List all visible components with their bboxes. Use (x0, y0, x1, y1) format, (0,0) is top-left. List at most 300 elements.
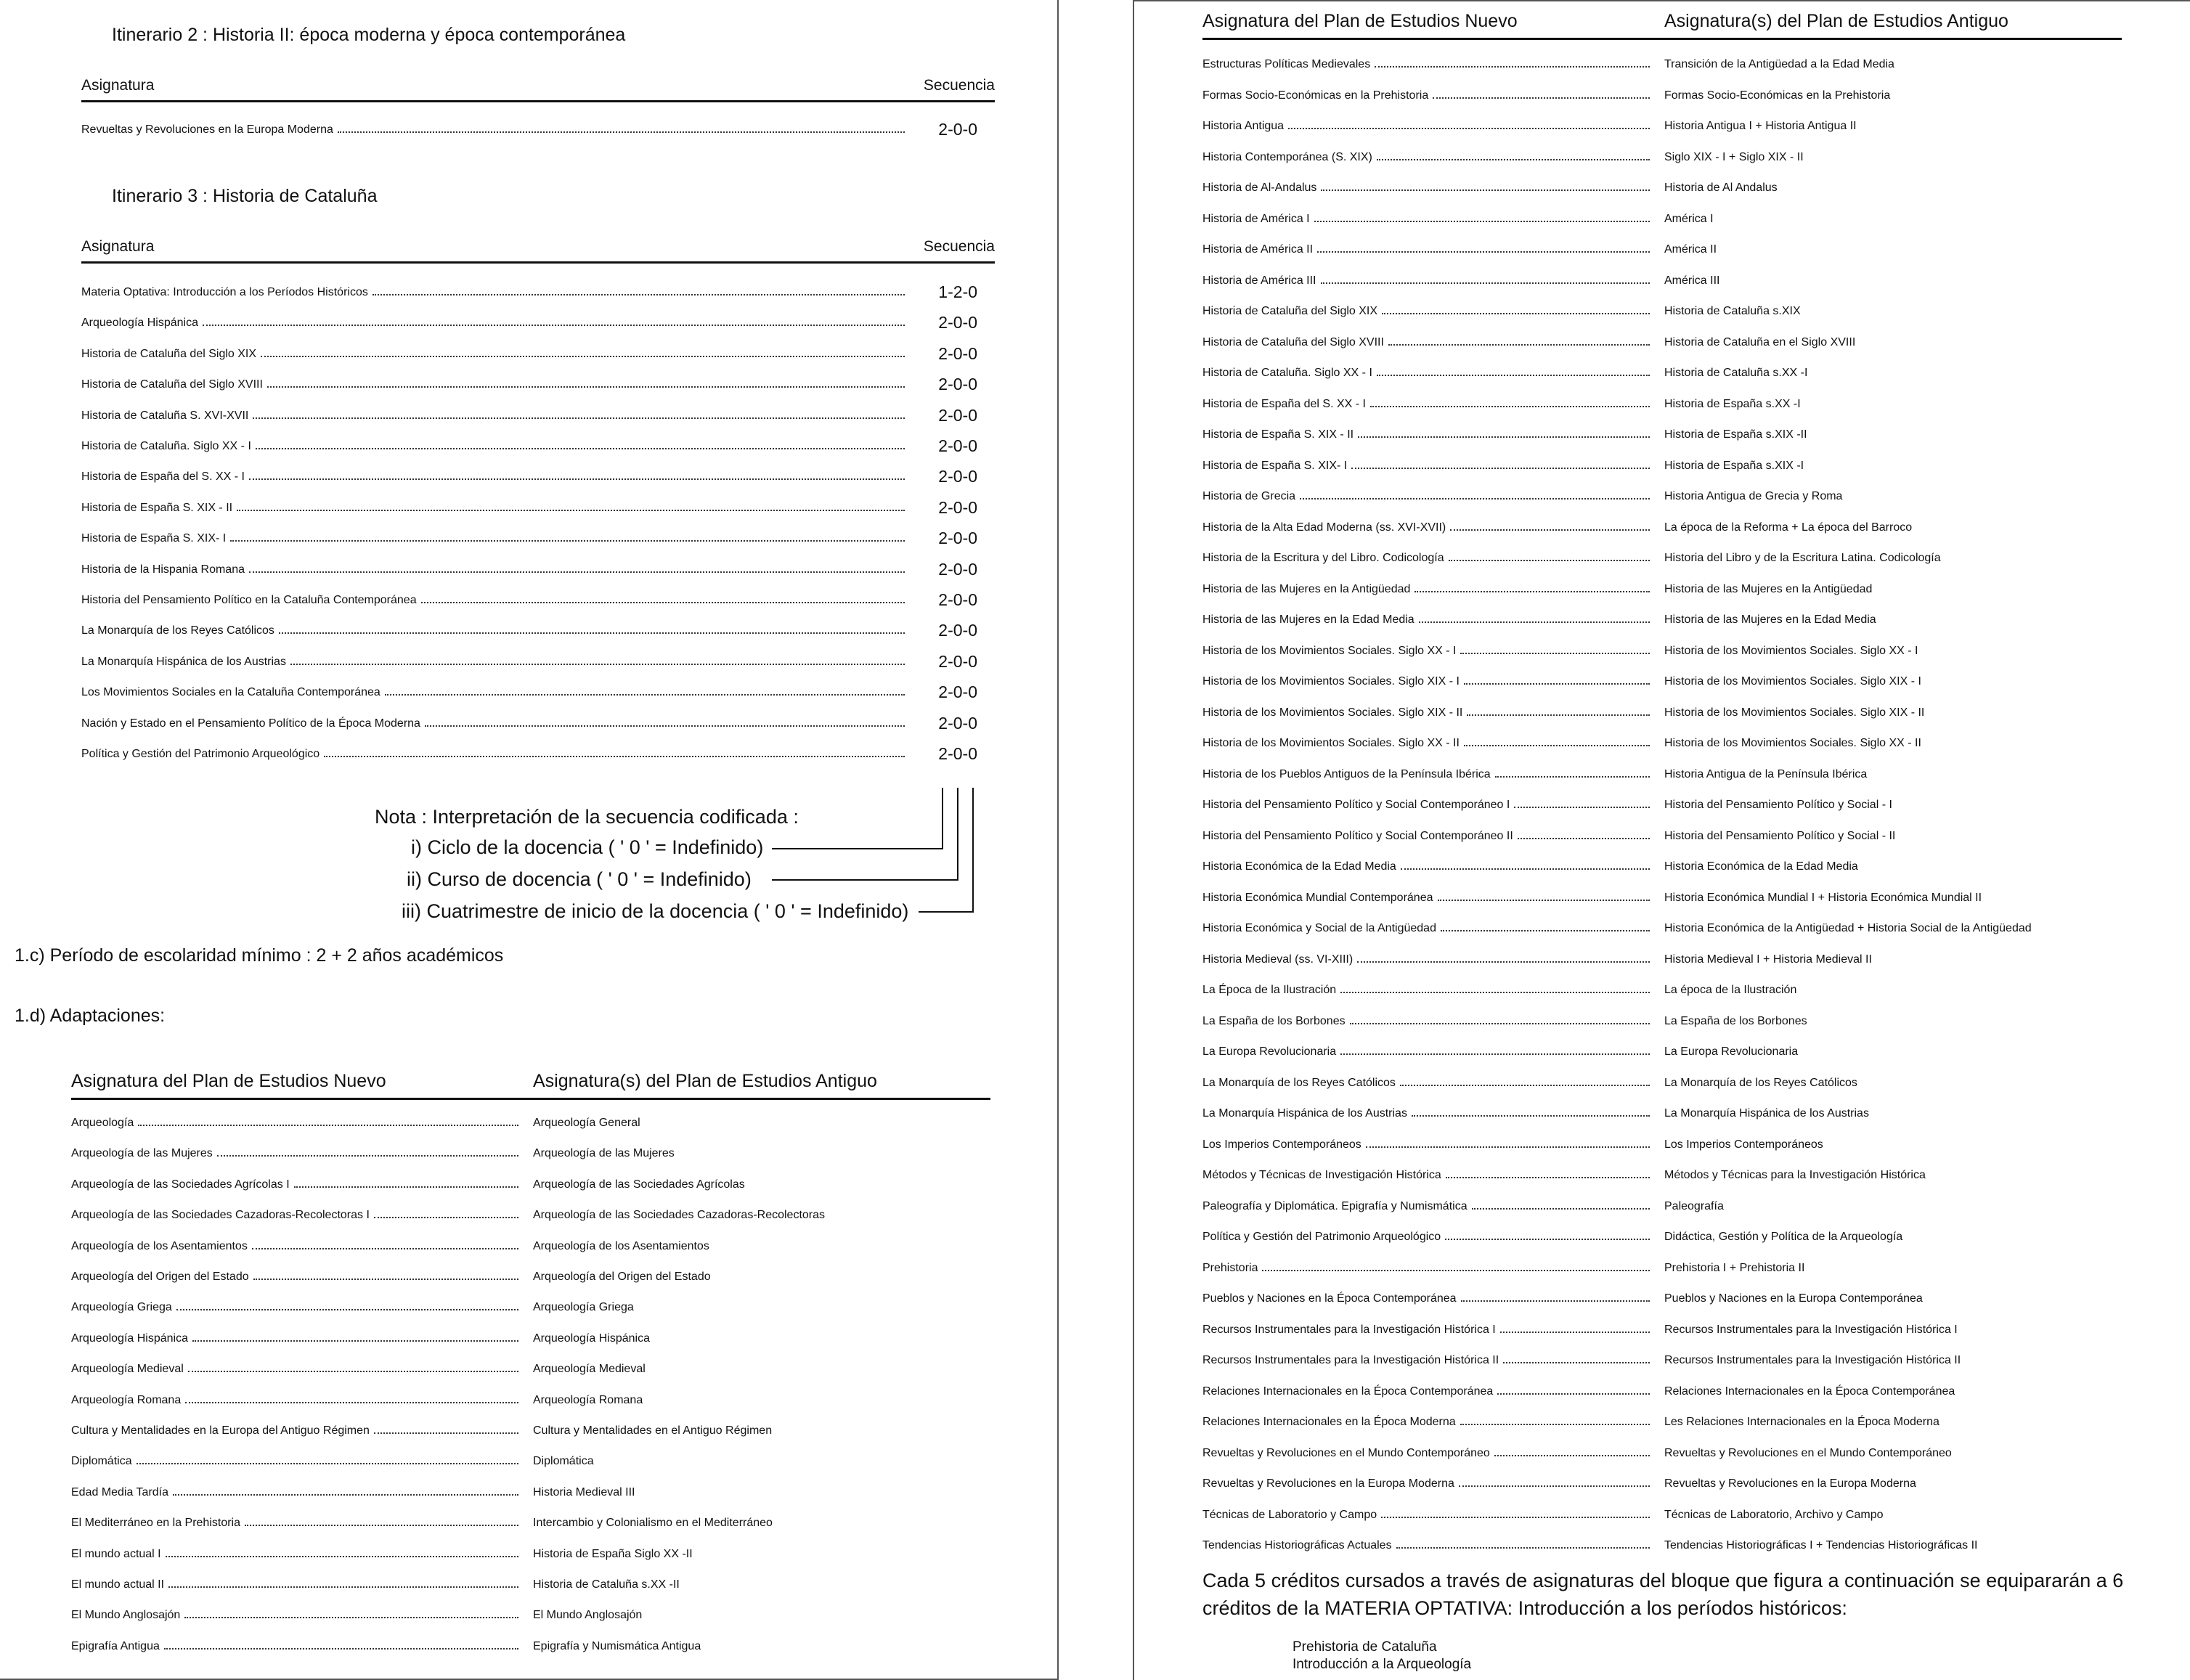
adaptation-row (1202, 1526, 2122, 1557)
sequence-code: 2-0-0 (938, 621, 977, 640)
dot-leader (192, 1340, 518, 1342)
old-course-name: Arqueología Hispánica (533, 1332, 650, 1345)
adaptation-row (1202, 107, 2122, 137)
dot-leader (188, 1371, 518, 1372)
dot-leader (1500, 1332, 1650, 1333)
old-course-name: Arqueología de las Sociedades Agrícolas (533, 1178, 745, 1191)
dot-leader (1514, 807, 1650, 808)
dot-leader (1388, 344, 1650, 346)
new-course-cell (1202, 1292, 1653, 1305)
table-row (81, 519, 995, 550)
dot-leader (252, 1248, 518, 1249)
credits-note-line-2: créditos de la MATERIA OPTATIVA: Introducción a los períodos históricos: (1202, 1597, 1847, 1619)
table-row (81, 735, 995, 765)
old-course-name: Historia Económica de la Edad Media (1664, 860, 1858, 873)
dot-leader (1461, 1300, 1650, 1302)
old-course-name: Historia Económica Mundial I + Historia Económica Mundial II (1664, 891, 1982, 904)
new-course-name: Métodos y Técnicas de Investigación Histórica (1202, 1169, 1441, 1181)
adaptation-row (1202, 1156, 2122, 1186)
dot-leader (1464, 683, 1650, 685)
old-course-name: Historia de España s.XX -I (1664, 397, 1801, 410)
new-course-cell (71, 1578, 521, 1591)
new-course-name: Historia de los Movimientos Sociales. Siglo XX - I (1202, 644, 1457, 657)
page-left (0, 0, 1059, 1680)
new-course-name: Historia Económica de la Edad Media (1202, 860, 1396, 873)
new-course-cell (71, 1301, 521, 1314)
adaptation-row (1202, 446, 2122, 477)
course-name: Historia de Cataluña S. XVI-XVII (81, 409, 249, 422)
dot-leader (425, 725, 905, 727)
dot-leader (1396, 1547, 1650, 1549)
old-course-name: Historia Antigua de Grecia y Roma (1664, 490, 1843, 502)
dot-leader (373, 294, 905, 295)
new-course-cell (1202, 398, 1653, 411)
column-asignatura: Asignatura (81, 238, 155, 255)
old-course-name: Didáctica, Gestión y Política de la Arqueología (1664, 1231, 1903, 1243)
new-course-name: Diplomática (71, 1455, 132, 1468)
dot-leader (1381, 1517, 1650, 1518)
new-course-cell (71, 1332, 521, 1345)
adaptation-row (1202, 508, 2122, 539)
old-course-name: Arqueología Medieval (533, 1363, 646, 1376)
connector-line (772, 879, 958, 881)
new-course-name: Técnicas de Laboratorio y Campo (1202, 1508, 1377, 1521)
dot-leader (385, 694, 905, 696)
dot-leader (1377, 159, 1650, 160)
dot-leader (1377, 375, 1650, 376)
old-course-name: Historia de los Movimientos Sociales. Siglo XIX - I (1664, 675, 1921, 688)
new-course-name: Historia Contemporánea (S. XIX) (1202, 150, 1372, 163)
dot-leader (1414, 591, 1650, 592)
new-course-cell (1202, 799, 1653, 812)
course-name-cell (81, 378, 908, 391)
dot-leader (338, 131, 905, 133)
dot-leader (1321, 189, 1650, 191)
adaptation-row (1202, 261, 2122, 292)
dot-leader (1375, 66, 1650, 68)
new-course-name: La Monarquía Hispánica de los Austrias (1202, 1107, 1407, 1120)
course-name-cell (81, 317, 908, 330)
new-course-name: Los Imperios Contemporáneos (1202, 1138, 1361, 1151)
new-course-name: Historia de los Pueblos Antiguos de la Península Ibérica (1202, 767, 1491, 780)
course-name: La Monarquía Hispánica de los Austrias (81, 655, 286, 668)
new-course-cell (1202, 953, 1653, 966)
adaptation-row (71, 1442, 990, 1472)
new-course-cell (1202, 243, 1653, 256)
new-course-name: Historia de los Movimientos Sociales. Siglo XX - II (1202, 737, 1460, 749)
old-course-name: Formas Socio-Económicas en la Prehistoria (1664, 89, 1891, 102)
dot-leader (184, 1617, 518, 1618)
old-course-name: América II (1664, 243, 1717, 256)
sequence-code: 2-0-0 (938, 651, 977, 671)
course-name: Historia de Cataluña del Siglo XVIII (81, 378, 263, 391)
course-name: Materia Optativa: Introducción a los Períodos Históricos (81, 286, 368, 298)
dot-leader (1314, 221, 1650, 222)
new-course-cell (1202, 151, 1653, 164)
new-course-cell (71, 1486, 521, 1499)
new-course-name: Edad Media Tardía (71, 1485, 169, 1498)
sequence-code: 2-0-0 (938, 713, 977, 733)
dot-leader (294, 1186, 518, 1188)
column-asignatura: Asignatura (81, 77, 155, 94)
new-course-name: Epigrafía Antigua (71, 1639, 160, 1652)
adaptations-header-right (1202, 4, 2122, 40)
new-course-name: Historia de Cataluña del Siglo XVIII (1202, 335, 1384, 348)
table-row (81, 110, 995, 141)
dot-leader (324, 756, 905, 757)
adaptation-row (71, 1134, 990, 1165)
adaptation-row (71, 1288, 990, 1318)
old-course-name: Historia de los Movimientos Sociales. Siglo XX - I (1664, 644, 1918, 657)
new-course-name: Arqueología de las Sociedades Agrícolas I (71, 1178, 290, 1191)
old-course-name: Arqueología de los Asentamientos (533, 1239, 709, 1252)
course-name-cell (81, 624, 908, 637)
dot-leader (1262, 1270, 1650, 1271)
sequence-code: 2-0-0 (938, 590, 977, 609)
course-name-cell (81, 686, 908, 699)
new-course-cell (1202, 1539, 1653, 1552)
dot-leader (1467, 714, 1650, 716)
sequence-code: 2-0-0 (938, 405, 977, 425)
new-course-cell (1202, 1169, 1653, 1182)
dot-leader (249, 478, 905, 480)
table-row (81, 273, 995, 303)
old-course-name: La época de la Ilustración (1664, 984, 1797, 996)
dot-leader (1412, 1115, 1650, 1117)
course-name-cell (81, 348, 908, 361)
old-course-name: Arqueología General (533, 1117, 640, 1129)
new-course-cell (71, 1147, 521, 1160)
new-course-cell (1202, 1138, 1653, 1151)
adaptation-row (1202, 1496, 2122, 1526)
new-course-cell (71, 1363, 521, 1376)
adaptation-row (1202, 755, 2122, 786)
course-name-cell (81, 123, 908, 136)
old-course-name: Revueltas y Revoluciones en el Mundo Contemporáneo (1664, 1446, 1952, 1459)
adaptation-row (1202, 200, 2122, 230)
dot-leader (1340, 1053, 1650, 1055)
old-course-name: América III (1664, 274, 1720, 287)
adaptation-row (1202, 940, 2122, 971)
new-course-cell (1202, 336, 1653, 349)
old-course-name: Arqueología de las Mujeres (533, 1147, 675, 1160)
adaptation-row (1202, 1279, 2122, 1310)
old-course-name: Revueltas y Revoluciones en la Europa Moderna (1664, 1477, 1916, 1490)
adaptation-row (1202, 1310, 2122, 1341)
itinerary-3-header (81, 228, 995, 264)
dot-leader (1357, 961, 1650, 963)
new-course-name: El mundo actual II (71, 1578, 165, 1591)
old-course-name: Historia de Cataluña s.XX -II (533, 1578, 680, 1591)
new-course-name: Historia de los Movimientos Sociales. Siglo XIX - I (1202, 675, 1460, 688)
adaptation-row (71, 1350, 990, 1380)
new-course-cell (71, 1640, 521, 1653)
adaptation-row (71, 1627, 990, 1657)
new-course-name: Arqueología del Origen del Estado (71, 1271, 249, 1283)
old-course-name: Epigrafía y Numismática Antigua (533, 1639, 701, 1652)
dot-leader (173, 1494, 518, 1496)
adaptation-row (1202, 1249, 2122, 1279)
new-course-cell (71, 1117, 521, 1130)
dot-leader (290, 664, 905, 665)
dot-leader (1472, 1208, 1650, 1210)
new-course-name: Arqueología Griega (71, 1301, 172, 1314)
new-course-name: Historia de América II (1202, 243, 1314, 256)
dot-leader (1495, 776, 1650, 778)
sequence-code: 2-0-0 (938, 467, 977, 486)
connector-line (972, 788, 974, 913)
adaptation-row (1202, 323, 2122, 354)
sequence-code: 2-0-0 (938, 744, 977, 763)
adaptation-row (1202, 847, 2122, 878)
new-course-name: El Mundo Anglosajón (71, 1609, 181, 1622)
sequence-code: 2-0-0 (938, 436, 977, 455)
new-course-cell (71, 1455, 521, 1468)
dot-leader (1438, 900, 1650, 901)
dot-leader (374, 1217, 518, 1218)
adaptation-row (71, 1411, 990, 1442)
dot-leader (1300, 498, 1650, 499)
dot-leader (1494, 1455, 1650, 1456)
dot-leader (1401, 868, 1650, 870)
old-course-name: Diplomática (533, 1455, 594, 1468)
new-course-cell (71, 1240, 521, 1253)
new-course-name: Cultura y Mentalidades en la Europa del Antiguo Régimen (71, 1424, 370, 1437)
dot-leader (249, 571, 905, 573)
old-course-name: Historia de Al Andalus (1664, 182, 1778, 194)
adaptation-row (71, 1319, 990, 1350)
course-name-cell (81, 470, 908, 484)
dot-leader (1446, 1177, 1650, 1178)
old-course-name: Paleografía (1664, 1199, 1724, 1212)
new-course-cell (1202, 490, 1653, 503)
adaptation-row (1202, 230, 2122, 261)
sequence-code: 2-0-0 (938, 313, 977, 333)
old-course-name: Historia de España s.XIX -II (1664, 428, 1807, 441)
new-course-cell (1202, 1045, 1653, 1059)
dot-leader (1340, 992, 1650, 993)
adaptation-row (1202, 1372, 2122, 1403)
adaptation-row (1202, 1094, 2122, 1125)
adaptation-row (71, 1565, 990, 1596)
adaptation-row (1202, 632, 2122, 662)
old-course-name: Prehistoria I + Prehistoria II (1664, 1261, 1805, 1274)
old-course-name: Recursos Instrumentales para la Investigación Histórica II (1664, 1354, 1961, 1366)
old-course-name: Historia de España s.XIX -I (1664, 459, 1804, 472)
course-name-cell (81, 594, 908, 607)
course-name-cell (81, 656, 908, 669)
old-course-name: Recursos Instrumentales para la Investigación Histórica I (1664, 1323, 1958, 1336)
new-course-name: Historia del Pensamiento Político y Social Contemporáneo I (1202, 799, 1510, 811)
adaptation-row (71, 1227, 990, 1257)
new-course-cell (71, 1394, 521, 1407)
dot-leader (1350, 1023, 1650, 1024)
note-item-ii: ii) Curso de docencia ( ' 0 ' = Indefinido) (407, 868, 752, 890)
sequence-code: 2-0-0 (938, 120, 977, 139)
dot-leader (237, 510, 905, 511)
column-new-plan: Asignatura del Plan de Estudios Nuevo (1202, 11, 1518, 31)
new-course-cell (71, 1424, 521, 1438)
course-name-cell (81, 748, 908, 761)
course-name-cell (81, 286, 908, 299)
connector-line (957, 788, 958, 881)
adaptation-row (1202, 477, 2122, 507)
new-course-cell (1202, 860, 1653, 873)
old-course-name: Arqueología del Origen del Estado (533, 1271, 711, 1283)
table-row (81, 643, 995, 673)
adaptation-row (71, 1381, 990, 1411)
dot-leader (279, 632, 905, 634)
new-course-cell (1202, 1231, 1653, 1244)
sequence-code: 2-0-0 (938, 682, 977, 702)
new-course-cell (1202, 89, 1653, 102)
dot-leader (1382, 313, 1650, 314)
new-course-cell (1202, 675, 1653, 688)
adaptation-row (1202, 292, 2122, 322)
itinerary-3-title: Itinerario 3 : Historia de Cataluña (112, 186, 378, 206)
adaptation-row (1202, 415, 2122, 446)
course-name-cell (81, 717, 908, 730)
new-course-cell (1202, 1324, 1653, 1337)
old-course-name: Métodos y Técnicas para la Investigación Histórica (1664, 1169, 1926, 1181)
adaptation-row (1202, 693, 2122, 724)
adaptation-row (1202, 570, 2122, 600)
new-course-cell (1202, 1354, 1653, 1367)
old-course-name: El Mundo Anglosajón (533, 1609, 643, 1622)
new-course-name: Historia de Cataluña del Siglo XIX (1202, 305, 1378, 317)
dot-leader (1366, 1146, 1650, 1148)
sequence-code: 2-0-0 (938, 375, 977, 394)
adaptation-row (71, 1257, 990, 1288)
new-course-cell (1202, 367, 1653, 380)
course-name: Historia del Pensamiento Político en la Cataluña Contemporánea (81, 594, 417, 606)
minimum-period: 1.c) Período de escolaridad mínimo : 2 + 2 años académicos (15, 945, 504, 966)
adaptation-row (71, 1596, 990, 1626)
sequence-code: 1-2-0 (938, 282, 977, 301)
new-course-name: Pueblos y Naciones en la Época Contemporánea (1202, 1292, 1457, 1305)
dot-leader (1321, 282, 1650, 284)
adaptation-row (1202, 1187, 2122, 1218)
new-course-name: Historia de América I (1202, 212, 1310, 225)
note-item-iii: iii) Cuatrimestre de inicio de la docencia ( ' 0 ' = Indefinido) (402, 900, 909, 922)
dot-leader (1433, 97, 1650, 99)
credits-item: Introducción a la Arqueología (1293, 1657, 1472, 1672)
sequence-code: 2-0-0 (938, 529, 977, 548)
table-row (81, 396, 995, 427)
new-course-cell (71, 1609, 521, 1622)
new-course-name: Arqueología de los Asentamientos (71, 1239, 248, 1252)
course-name: Historia de España S. XIX - II (81, 501, 233, 514)
new-course-cell (1202, 460, 1653, 473)
note-title: Nota : Interpretación de la secuencia codificada : (375, 806, 799, 828)
table-row (81, 365, 995, 396)
new-course-cell (1202, 830, 1653, 843)
new-course-cell (71, 1517, 521, 1530)
dot-leader (1400, 1085, 1650, 1086)
new-course-name: Arqueología de las Mujeres (71, 1147, 213, 1160)
dot-leader (1370, 406, 1650, 407)
old-course-name: Tendencias Historiográficas I + Tendencias Historiográficas II (1664, 1539, 1978, 1551)
table-row (81, 704, 995, 735)
old-course-name: Historia Antigua de la Península Ibérica (1664, 767, 1868, 780)
course-name: Historia de Cataluña del Siglo XIX (81, 347, 257, 360)
adaptation-row (1202, 662, 2122, 693)
adaptation-row (1202, 1341, 2122, 1371)
old-course-name: Historia de Cataluña s.XIX (1664, 305, 1801, 317)
table-row (81, 673, 995, 704)
dot-leader (1288, 128, 1650, 129)
new-course-name: Historia del Pensamiento Político y Social Contemporáneo II (1202, 829, 1513, 842)
new-course-cell (1202, 552, 1653, 565)
dot-leader (166, 1556, 518, 1557)
new-course-name: Historia de España S. XIX- I (1202, 459, 1348, 472)
page-right (1133, 0, 2190, 1680)
old-course-name: Arqueología Griega (533, 1301, 634, 1314)
dot-leader (267, 386, 905, 388)
new-course-name: Prehistoria (1202, 1261, 1258, 1274)
new-course-cell (71, 1178, 521, 1191)
new-course-cell (1202, 706, 1653, 719)
new-course-cell (1202, 583, 1653, 596)
adaptation-row (1202, 724, 2122, 754)
dot-leader (176, 1309, 518, 1310)
column-old-plan: Asignatura(s) del Plan de Estudios Antiguo (533, 1071, 877, 1091)
dot-leader (1460, 1424, 1650, 1425)
course-name: Arqueología Hispánica (81, 317, 198, 330)
dot-leader (1460, 653, 1650, 654)
course-name: Historia de la Hispania Romana (81, 563, 245, 576)
adaptation-row (1202, 45, 2122, 76)
dot-leader (1358, 436, 1650, 438)
new-course-name: Historia de Cataluña. Siglo XX - I (1202, 367, 1372, 379)
new-course-cell (1202, 892, 1653, 905)
new-course-name: Historia de España del S. XX - I (1202, 397, 1366, 410)
table-row (81, 457, 995, 488)
new-course-cell (71, 1271, 521, 1284)
sequence-code: 2-0-0 (938, 343, 977, 363)
old-course-name: Relaciones Internacionales en la Época Contemporánea (1664, 1385, 1955, 1398)
new-course-cell (1202, 1416, 1653, 1429)
adaptation-row (1202, 971, 2122, 1001)
new-course-name: Historia de Al-Andalus (1202, 182, 1317, 194)
dot-leader (1503, 1362, 1650, 1363)
connector-line (919, 911, 974, 913)
dot-leader (1449, 560, 1650, 561)
table-row (81, 303, 995, 334)
new-course-cell (1202, 1200, 1653, 1213)
old-course-name: Historia de Cataluña s.XX -I (1664, 367, 1808, 379)
new-course-cell (1202, 1385, 1653, 1398)
old-course-name: Historia Antigua I + Historia Antigua II (1664, 120, 1857, 132)
table-row (81, 550, 995, 581)
dot-leader (245, 1525, 518, 1526)
table-row (81, 611, 995, 642)
new-course-name: Historia Económica y Social de la Antigüedad (1202, 922, 1436, 934)
new-course-name: Arqueología (71, 1117, 134, 1129)
adaptation-row (1202, 1002, 2122, 1032)
old-course-name: Los Imperios Contemporáneos (1664, 1138, 1823, 1151)
sequence-code: 2-0-0 (938, 559, 977, 579)
new-course-cell (1202, 305, 1653, 318)
old-course-name: Historia de Cataluña en el Siglo XVIII (1664, 335, 1856, 348)
old-course-name: Historia de España Siglo XX -II (533, 1547, 693, 1560)
old-course-name: Técnicas de Laboratorio, Archivo y Campo (1664, 1508, 1884, 1521)
new-course-name: Historia de la Escritura y del Libro. Codicología (1202, 552, 1444, 564)
new-course-name: Relaciones Internacionales en la Época Contemporánea (1202, 1385, 1494, 1398)
new-course-name: Paleografía y Diplomática. Epigrafía y Numismática (1202, 1199, 1468, 1212)
new-course-cell (1202, 58, 1653, 71)
old-course-name: Historia de las Mujeres en la Edad Media (1664, 613, 1876, 626)
